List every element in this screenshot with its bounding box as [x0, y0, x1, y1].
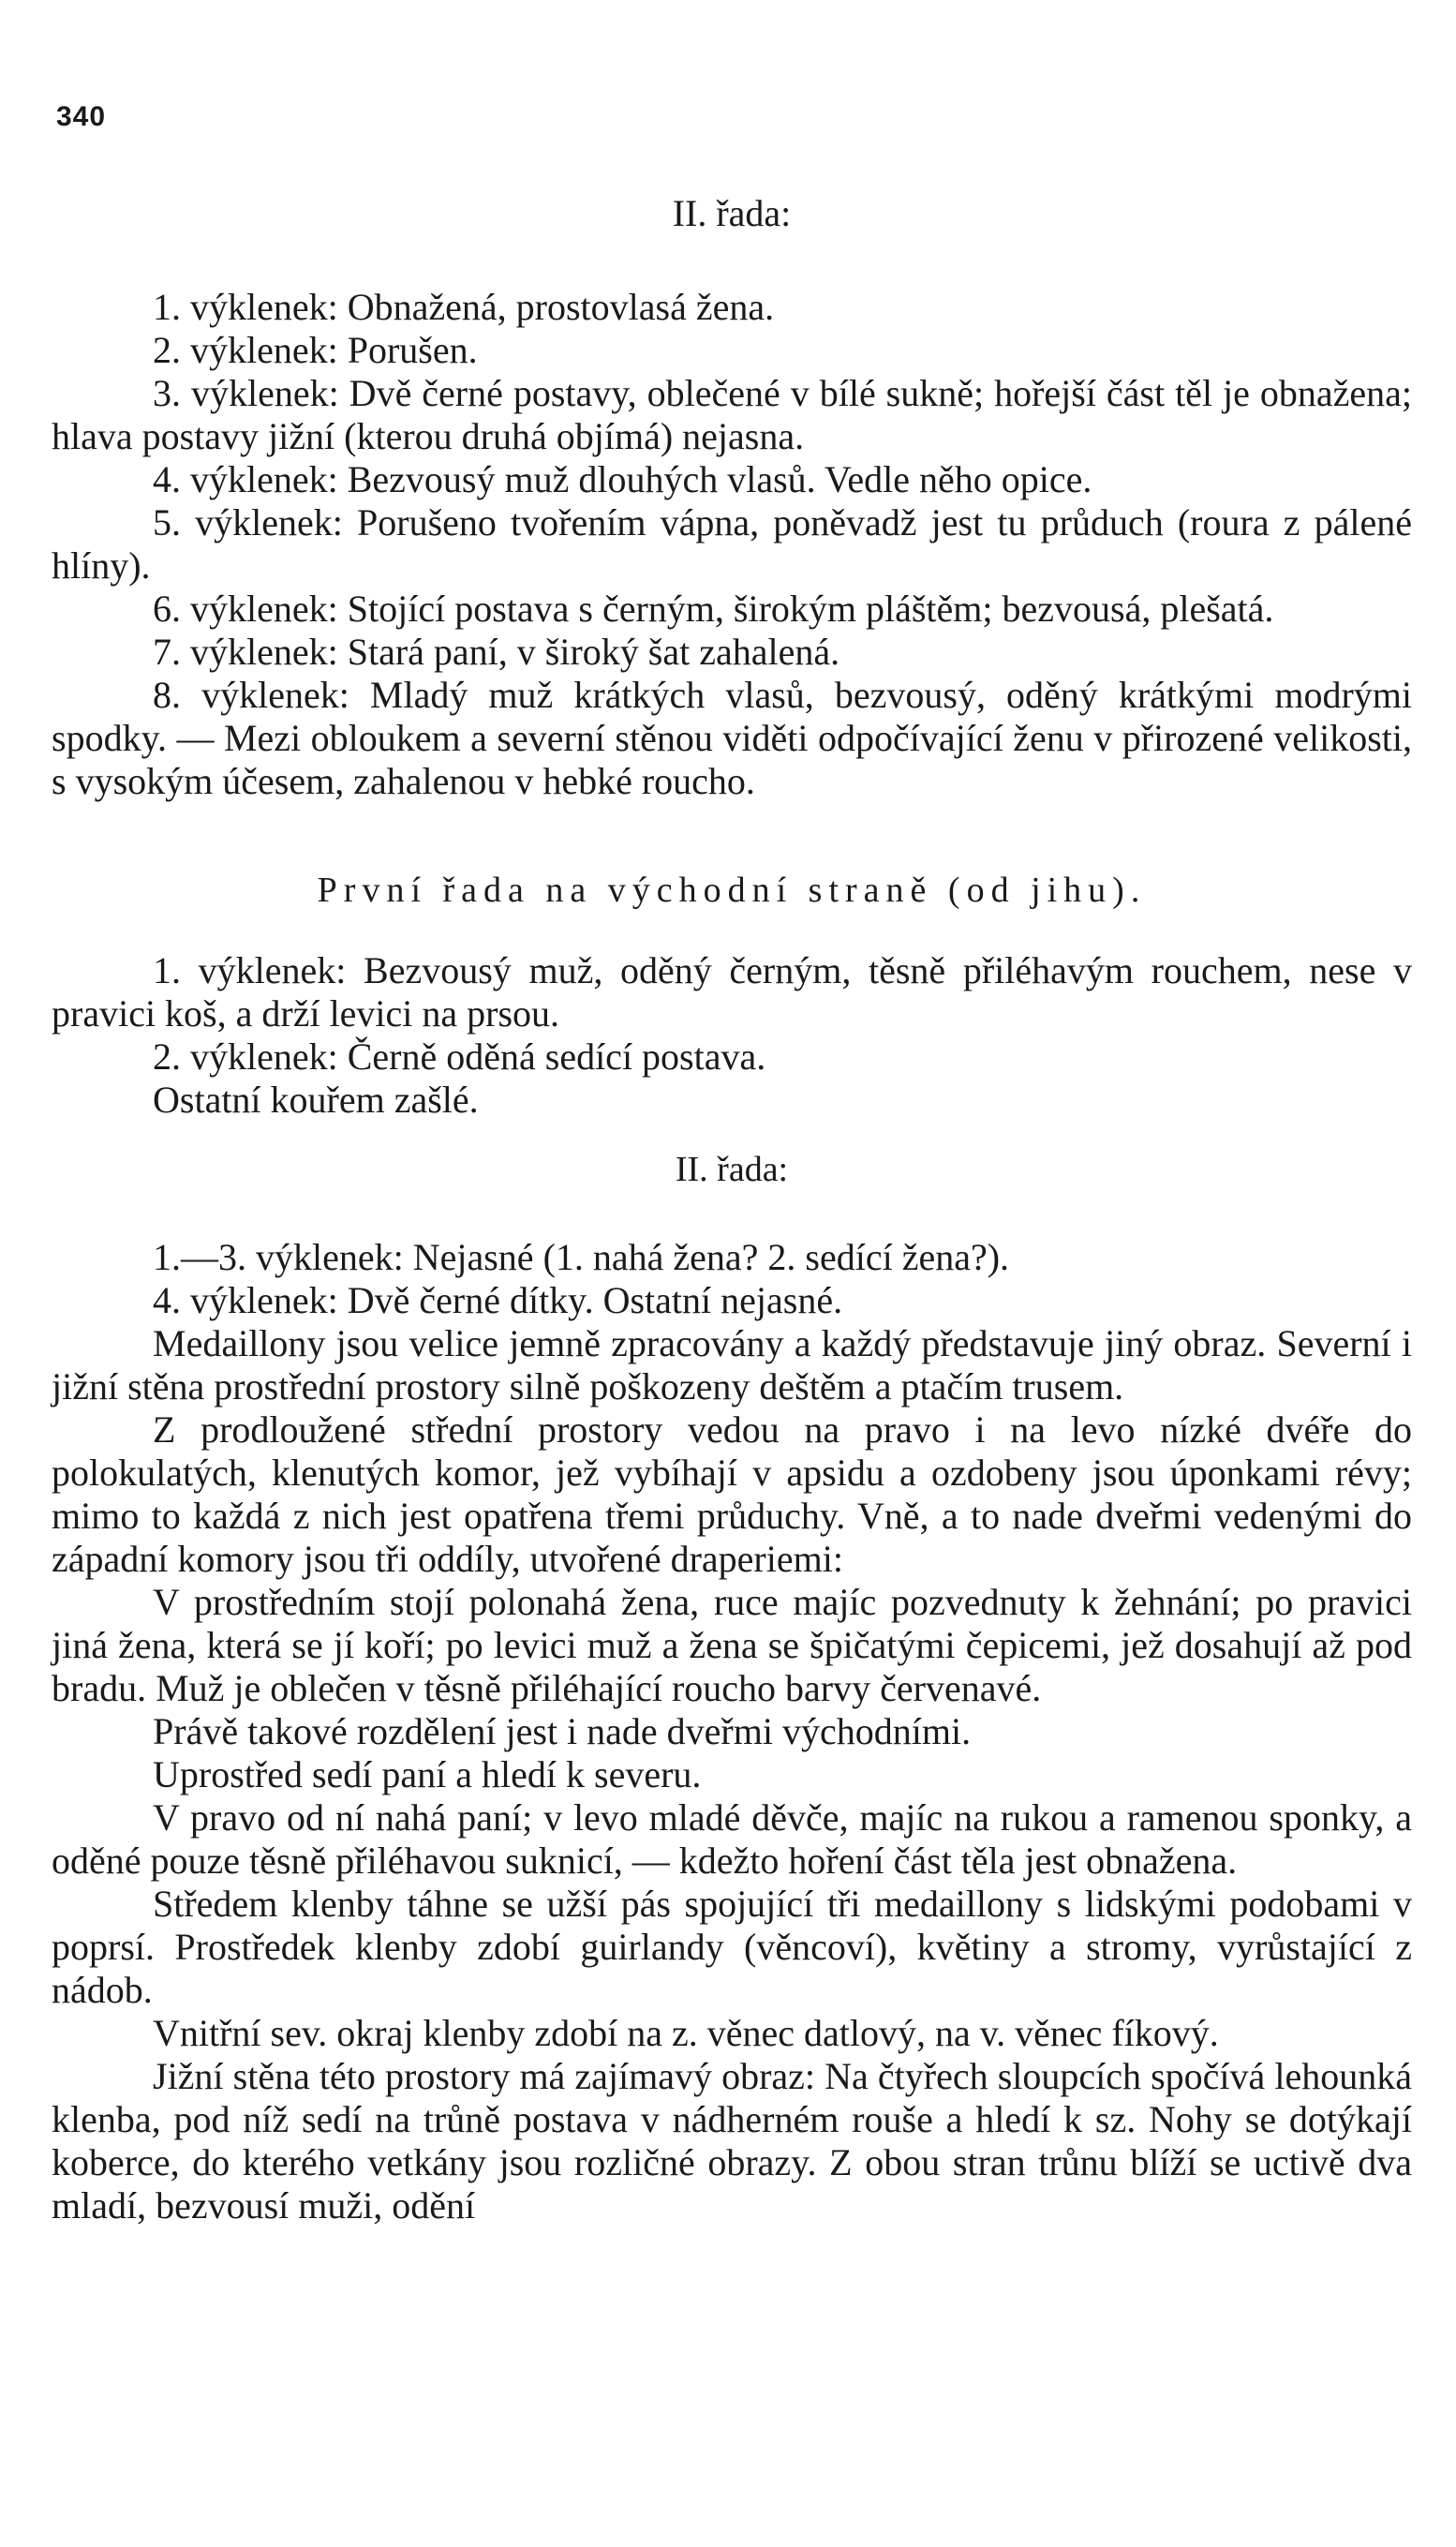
list-item: 6. výklenek: Stojící postava s černým, širokým pláštěm; bezvousá, plešatá. — [153, 588, 1274, 630]
paragraph: Z prodloužené střední prostory vedou na pravo i na levo nízké dvéře do polokulatých, klenutých komor, jež vybíhají v apsidu a ozdobeny jsou úponkami révy; mimo to každá z nich jest opatřena třemi průduchy. Vně, a to nade dveřmi vedenými do západní komory jsou tři oddíly, utvořené draperiemi: — [52, 1408, 1412, 1580]
list-item: 1. výklenek: Bezvousý muž, oděný černým, těsně přiléhavým rouchem, nese v pravici koš, a drží levici na prsou. — [52, 949, 1412, 1035]
niche-list-east-row-1 — [52, 949, 1412, 1122]
paragraph: Uprostřed sedí paní a hledí k severu. — [153, 1753, 702, 1795]
paragraph: V prostředním stojí polonahá žena, ruce majíc pozvednuty k žehnání; po pravici jiná žena, která se jí koří; po levici muž a žena se špičatými čepicemi, jež dosahují až pod bradu. Muž je oblečen v těsně přiléhající roucho barvy červenavé. — [52, 1581, 1412, 1709]
niche-list-row-2 — [52, 286, 1412, 803]
paragraph: Vnitřní sev. okraj klenby zdobí na z. věnec datlový, na v. věnec fíkový. — [153, 2012, 1219, 2054]
paragraph: Jižní stěna této prostory má zajímavý obraz: Na čtyřech sloupcích spočívá lehounká klenba, pod níž sedí na trůně postava v nádherném rouše a hledí k sz. Nohy se dotýkají koberce, do kterého vetkány jsou rozličné obrazy. Z obou stran trůnu blíží se uctivě dva mladí, bezvousí muži, odění — [52, 2055, 1412, 2227]
page-number: 340 — [56, 101, 107, 132]
paragraph: V pravo od ní nahá paní; v levo mladé děvče, majíc na rukou a ramenou sponky, a oděné pouze těsně přiléhavou suknicí, — kdežto hoření část těla jest obnažena. — [52, 1796, 1412, 1882]
list-item: 4. výklenek: Bezvousý muž dlouhých vlasů. Vedle něho opice. — [153, 458, 1092, 500]
description-paragraphs — [52, 1408, 1412, 2227]
niche-list-east-row-2 — [52, 1236, 1412, 1408]
list-item: Medaillony jsou velice jemně zpracovány a každý představuje jiný obraz. Severní i jižní stěna prostřední prostory silně poškozeny deštěm a ptačím trusem. — [52, 1322, 1412, 1408]
list-item: 3. výklenek: Dvě černé postavy, oblečené v bílé sukně; hořejší část těl je obnažena; hlava postavy jižní (kterou druhá objímá) nejasna. — [52, 372, 1412, 457]
section-heading-east-side: První řada na východní straně (od jihu). — [317, 871, 1147, 910]
text-body — [52, 192, 1412, 2227]
list-item: 1.—3. výklenek: Nejasné (1. nahá žena? 2. sedící žena?). — [153, 1236, 1010, 1278]
section-heading-east-row-2: II. řada: — [675, 1150, 789, 1189]
paragraph: Právě takové rozdělení jest i nade dveřmi východními. — [153, 1710, 972, 1752]
list-item: Ostatní kouřem zašlé. — [153, 1079, 479, 1121]
paragraph: Středem klenby táhne se užší pás spojující tři medaillony s lidskými podobami v poprsí. Prostředek klenby zdobí guirlandy (věncoví), květiny a stromy, vyrůstající z nádob. — [52, 1883, 1412, 2011]
list-item: 2. výklenek: Černě oděná sedící postava. — [153, 1035, 766, 1078]
list-item: 2. výklenek: Porušen. — [153, 329, 478, 371]
list-item: 5. výklenek: Porušeno tvořením vápna, poněvadž jest tu průduch (roura z pálené hlíny). — [52, 501, 1412, 587]
list-item: 7. výklenek: Stará paní, v široký šat zahalená. — [153, 631, 840, 673]
list-item: 8. výklenek: Mladý muž krátkých vlasů, bezvousý, oděný krátkými modrými spodky. — Mezi obloukem a severní stěnou viděti odpočívající ženu v přirozené velikosti, s vysokým účesem, zahalenou v hebké roucho. — [52, 674, 1412, 802]
list-item: 1. výklenek: Obnažená, prostovlasá žena. — [153, 286, 775, 328]
list-item: 4. výklenek: Dvě černé dítky. Ostatní nejasné. — [153, 1279, 843, 1321]
section-heading-row-2: II. řada: — [672, 192, 792, 234]
